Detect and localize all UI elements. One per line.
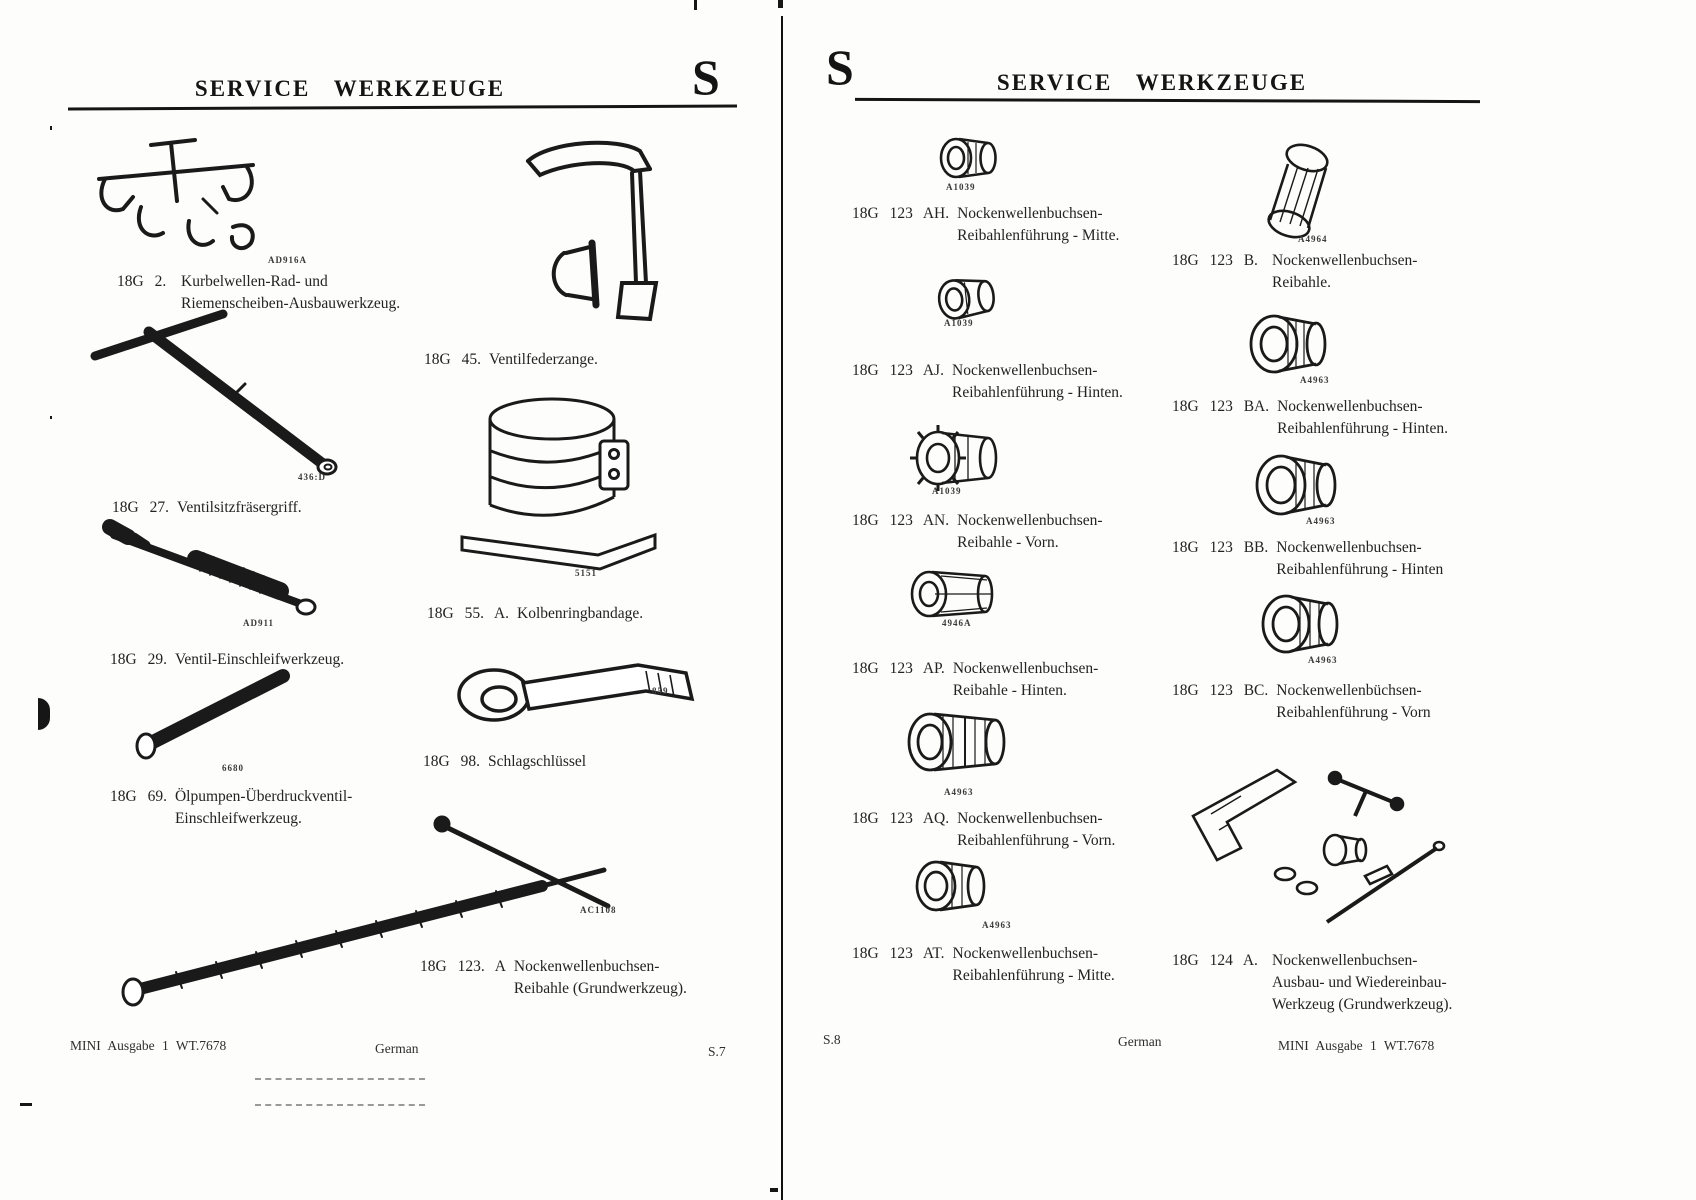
scan-artifact-bottom-tick — [770, 1188, 778, 1192]
fluted-reamer-bush-illustration — [905, 562, 1005, 626]
tool-description — [957, 808, 1115, 852]
figure-number: 4946A — [942, 618, 972, 628]
desc-line: Nockenwellenbuchsen- — [952, 362, 1098, 379]
tool-entry — [420, 956, 687, 1000]
tool-description — [488, 751, 586, 773]
desc-line: Reibahle (Grundwerkzeug). — [513, 980, 687, 997]
figure-number: 859 — [652, 686, 669, 696]
guide-bush-illustration — [910, 848, 995, 922]
desc-line: Nockenwellenbuchsen- — [957, 205, 1103, 222]
desc-line: Schlagschlüssel — [487, 753, 587, 770]
desc-line: Kolbenringbandage. — [517, 605, 644, 622]
page-title-right: SERVICE WERKZEUGE — [996, 70, 1308, 95]
tool-description — [489, 349, 598, 371]
footer-page-number-right: S.8 — [823, 1032, 841, 1047]
reamer-guide-bush-illustration — [935, 128, 1005, 186]
desc-line: Reibahle. — [1272, 274, 1331, 291]
tool-entry — [1172, 680, 1431, 724]
desc-line: Ventilfederzange. — [488, 351, 598, 368]
tool-code: 18G 27. — [112, 499, 169, 516]
figure-number: A1039 — [944, 318, 974, 328]
tool-description — [517, 603, 643, 625]
section-letter-left: S — [692, 49, 720, 105]
tool-entry — [1172, 950, 1452, 1016]
desc-line: Reibahlenführung - Hinten. — [952, 384, 1123, 401]
desc-line: Nockenwellenbuchsen- — [1276, 539, 1422, 556]
tool-code: 18G 2. — [117, 273, 167, 290]
tool-description — [1272, 950, 1452, 1016]
desc-line: Reibahlenführung - Mitte. — [957, 227, 1120, 244]
desc-line: Werkzeug (Grundwerkzeug). — [1272, 996, 1453, 1013]
header-rule-left — [68, 105, 737, 111]
tool-code: 18G 123 B. — [1172, 252, 1258, 269]
tool-description — [957, 203, 1119, 247]
scan-artifact-top-tick — [694, 0, 697, 10]
tool-entry — [852, 658, 1098, 702]
tool-description — [175, 786, 352, 830]
figure-number: 5151 — [575, 568, 597, 578]
tool-entry — [1172, 537, 1443, 581]
lapping-rod-illustration — [125, 662, 305, 762]
tool-entry — [423, 751, 586, 773]
figure-number: A4964 — [1298, 234, 1328, 244]
page-title-left: SERVICE WERKZEUGE — [194, 76, 506, 101]
tool-code: 18G 123 AN. — [852, 512, 950, 529]
tool-description — [175, 649, 344, 671]
figure-number: A4963 — [982, 920, 1012, 930]
footer-language-left: German — [375, 1041, 419, 1056]
scan-artifact-dashed-line — [255, 1104, 425, 1106]
desc-line: Reibahlenführung - Hinten. — [1277, 420, 1448, 437]
t-handle-wrench-illustration — [85, 300, 355, 485]
tool-code: 18G 124 A. — [1172, 952, 1258, 969]
figure-number: A4963 — [944, 787, 974, 797]
tool-entry — [1172, 250, 1417, 294]
tool-entry — [852, 510, 1103, 554]
scan-artifact-dashed-line — [255, 1078, 425, 1080]
footer-edition-left: MINI Ausgabe 1 WT.7678 — [70, 1038, 227, 1053]
tool-entry — [110, 649, 344, 671]
figure-number: A4963 — [1306, 516, 1336, 526]
desc-line: Einschleifwerkzeug. — [174, 810, 302, 827]
knurled-driver-illustration — [100, 515, 330, 620]
tool-description — [953, 943, 1115, 987]
page-left — [0, 0, 780, 1200]
tool-description — [1277, 396, 1448, 440]
piston-ring-band-illustration — [450, 385, 665, 590]
desc-line: Nockenwellenbuchsen- — [952, 660, 1099, 677]
desc-line: Nockenwellenbuchsen- — [952, 945, 1098, 962]
desc-line: Nockenwellenbuchsen- — [1277, 398, 1423, 415]
desc-line: Nockenwellenbüchsen- — [1276, 682, 1422, 699]
figure-number: AD911 — [243, 618, 275, 628]
tool-description — [514, 956, 687, 1000]
tool-code: 18G 123 AQ. — [852, 810, 950, 827]
figure-number: A1039 — [946, 182, 976, 192]
tool-code: 18G 123. A — [420, 958, 506, 975]
valve-spring-compressor-illustration — [500, 135, 675, 350]
scan-artifact-speck — [50, 416, 52, 419]
header-rule-right — [855, 98, 1480, 103]
exploded-tool-kit-illustration — [1185, 752, 1455, 947]
tool-description — [1276, 537, 1443, 581]
tool-code: 18G 123 AH. — [852, 205, 950, 222]
desc-line: Reibahlenführung - Mitte. — [952, 967, 1115, 984]
footer-language-right: German — [1118, 1034, 1162, 1049]
tool-code: 18G 123 BA. — [1172, 398, 1270, 415]
tool-description — [953, 658, 1098, 702]
tool-entry — [852, 943, 1115, 987]
tool-entry — [1172, 396, 1448, 440]
desc-line: Nockenwellenbuchsen- — [1272, 252, 1418, 269]
tool-entry — [110, 786, 352, 830]
tool-description — [957, 510, 1102, 554]
desc-line: Nockenwellenbuchsen- — [1272, 952, 1418, 969]
tool-description — [1272, 250, 1417, 294]
desc-line: Ventil-Einschleifwerkzeug. — [174, 651, 345, 668]
camshaft-reamer-bush-illustration — [1252, 142, 1337, 240]
ring-guide-bush-illustration — [1250, 442, 1342, 526]
figure-number: A1039 — [932, 486, 962, 496]
desc-line: Ausbau- und Wiedereinbau- — [1272, 974, 1447, 991]
scan-artifact-dash — [20, 1103, 32, 1106]
desc-line: Reibahlenführung - Vorn. — [957, 832, 1116, 849]
gear-puller-illustration — [85, 135, 325, 260]
figure-number: A4963 — [1300, 375, 1330, 385]
figure-number: A4963 — [1308, 655, 1338, 665]
tool-code: 18G 45. — [424, 351, 481, 368]
tool-code: 18G 55. A. — [427, 605, 510, 622]
desc-line: Reibahle - Vorn. — [957, 534, 1059, 551]
desc-line: Nockenwellenbuchsen- — [513, 958, 660, 975]
ring-guide-bush-illustration — [1256, 582, 1344, 664]
figure-number: AD916A — [268, 255, 307, 265]
tool-description — [177, 497, 302, 519]
tool-entry — [117, 271, 400, 315]
desc-line: Kurbelwellen-Rad- und — [181, 273, 328, 290]
desc-line: Reibahle - Hinten. — [952, 682, 1067, 699]
desc-line: Nockenwellenbuchsen- — [957, 512, 1103, 529]
figure-number: 436:D — [298, 472, 326, 482]
page-right — [782, 0, 1696, 1200]
section-letter-right: S — [826, 39, 854, 95]
footer-edition-right: MINI Ausgabe 1 WT.7678 — [1278, 1038, 1435, 1053]
tool-code: 18G 69. — [110, 788, 167, 805]
desc-line: Riemenscheiben-Ausbauwerkzeug. — [181, 295, 401, 312]
tool-description — [1276, 680, 1430, 724]
desc-line: Reibahlenführung - Vorn — [1276, 704, 1431, 721]
tool-code: 18G 29. — [110, 651, 167, 668]
desc-line: Reibahlenführung - Hinten — [1276, 561, 1444, 578]
ring-guide-bush-illustration — [1244, 302, 1332, 384]
tool-entry — [852, 203, 1119, 247]
tool-code: 18G 98. — [423, 753, 480, 770]
tool-entry — [427, 603, 643, 625]
tool-code: 18G 123 BB. — [1172, 539, 1269, 556]
tool-code: 18G 123 AJ. — [852, 362, 944, 379]
impact-wrench-illustration — [450, 645, 700, 763]
desc-line: Ventilsitzfräsergriff. — [176, 499, 302, 516]
figure-number: AC1108 — [580, 905, 617, 915]
scan-artifact-top-tick — [778, 0, 783, 8]
footer-page-number-left: S.7 — [708, 1044, 726, 1059]
tool-code: 18G 123 BC. — [1172, 682, 1269, 699]
desc-line: Nockenwellenbuchsen- — [957, 810, 1103, 827]
tool-code: 18G 123 AT. — [852, 945, 945, 962]
scan-artifact-speck — [50, 126, 52, 130]
tool-description — [952, 360, 1123, 404]
tool-entry — [852, 360, 1123, 404]
tool-code: 18G 123 AP. — [852, 660, 945, 677]
tool-entry — [852, 808, 1115, 852]
tool-entry — [112, 497, 302, 519]
desc-line: Ölpumpen-Überdruckventil- — [174, 788, 353, 805]
tool-description — [181, 271, 400, 315]
figure-number: 6680 — [222, 763, 244, 773]
tool-entry — [424, 349, 598, 371]
large-guide-bush-illustration — [903, 698, 1013, 788]
